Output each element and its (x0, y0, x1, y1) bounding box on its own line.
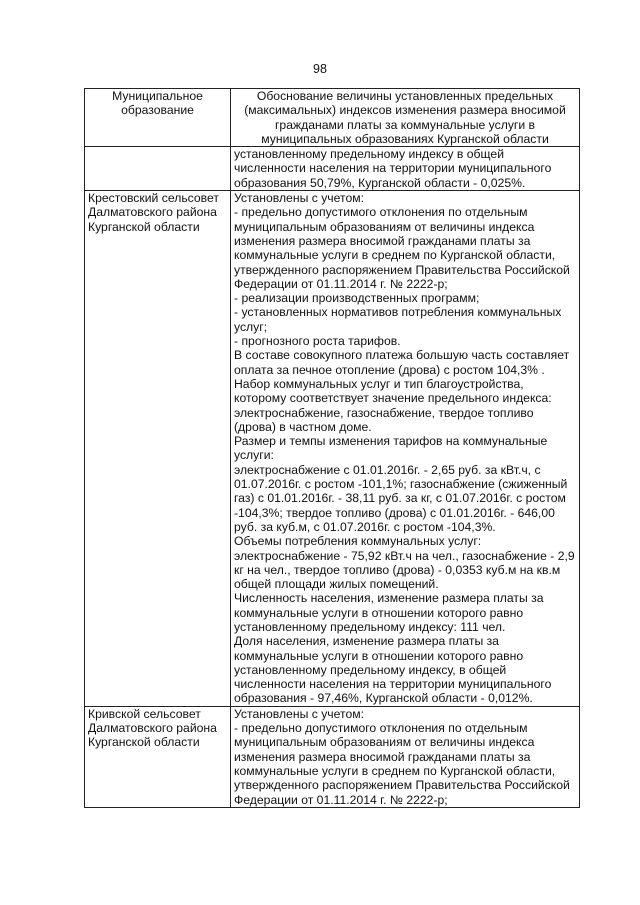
justification-line: установленному предельному индексу в общей численности населения на территории муниципального образования 50,79%, Курганской области - 0,025%. (234, 147, 552, 190)
table-header-row (85, 89, 580, 147)
justification-line: Набор коммунальных услуг и тип благоустройства, которому соответствует значение предельного индекса: электроснабжение, газоснабжение, твердое топливо (дрова) в частном доме. (234, 376, 552, 434)
justification-line: Объемы потребления коммунальных услуг: (234, 534, 482, 549)
indices-table (84, 88, 580, 808)
header-justification: Обоснование величины установленных предельных (максимальных) индексов изменения размера вносимой гражданами платы за коммунальные услуги в муниципальных образованиях Курганской области (231, 89, 580, 147)
justification-line: Установлены с учетом: (234, 706, 364, 721)
justification-line: Размер и темпы изменения тарифов на коммунальные услуги: (234, 434, 548, 463)
table-row (85, 706, 580, 807)
justification-cell (231, 191, 580, 707)
justification-cell (231, 706, 580, 807)
justification-line: В составе совокупного платежа большую часть составляет оплата за печное отопление (дрова) с ростом 104,3% . (234, 348, 570, 377)
table-row (85, 191, 580, 707)
justification-line: электроснабжение с 01.01.2016г. - 2,65 руб. за кВт.ч, с 01.07.2016г. с ростом -101,1%; газоснабжение (сжиженный газ) с 01.01.2016г. - 38,11 руб. за кг, с 01.07.2016г. с ростом -104,3%; твердое топливо (дрова) с 01.01.2016г. - 646,00 руб. за куб.м, с 01.07.2016г. с ростом -104,3%. (234, 462, 568, 534)
table-body (85, 89, 580, 808)
table-row (85, 147, 580, 191)
justification-line: - прогнозного роста тарифов. (234, 334, 401, 349)
municipality-cell: Кривской сельсовет Далматовского района Курганской области (85, 706, 231, 807)
page-number: 98 (313, 62, 327, 76)
justification-line: - реализации производственных программ; (234, 291, 480, 306)
justification-line: электроснабжение - 75,92 кВт.ч на чел., газоснабжение - 2,9 кг на чел., твердое топливо (дрова) - 0,0353 куб.м на кв.м общей площади жилых помещений. (234, 548, 575, 592)
justification-line: Доля населения, изменение размера платы за коммунальные услуги в отношении которого равно установленному предельному индексу, в общей численности населения на территории муниципального образования - 97,46%, Курганской области - 0,012%. (234, 634, 552, 706)
justification-line: - установленных нормативов потребления коммунальных услуг; (234, 305, 562, 334)
justification-line: - предельно допустимого отклонения по отдельным муниципальным образованиям от величины индекса изменения размера вносимой гражданами платы за коммунальные услуги в среднем по Курганской области, утвержденного распоряжением Правительства Российской Федерации от 01.11.2014 г. № 2222-р; (234, 205, 570, 291)
justification-cell (231, 147, 580, 191)
justification-line: Установлены с учетом: (234, 191, 364, 206)
justification-line: - предельно допустимого отклонения по отдельным муниципальным образованиям от величины индекса изменения размера вносимой гражданами платы за коммунальные услуги в среднем по Курганской области, утвержденного распоряжением Правительства Российской Федерации от 01.11.2014 г. № 2222-р; (234, 721, 570, 807)
municipality-cell: Крестовский сельсовет Далматовского района Курганской области (85, 191, 231, 707)
header-municipality: Муниципальное образование (85, 89, 231, 147)
justification-line: Численность населения, изменение размера платы за коммунальные услуги в отношении которого равно установленному предельному индексу: 111 чел. (234, 591, 544, 634)
municipality-cell (85, 147, 231, 191)
